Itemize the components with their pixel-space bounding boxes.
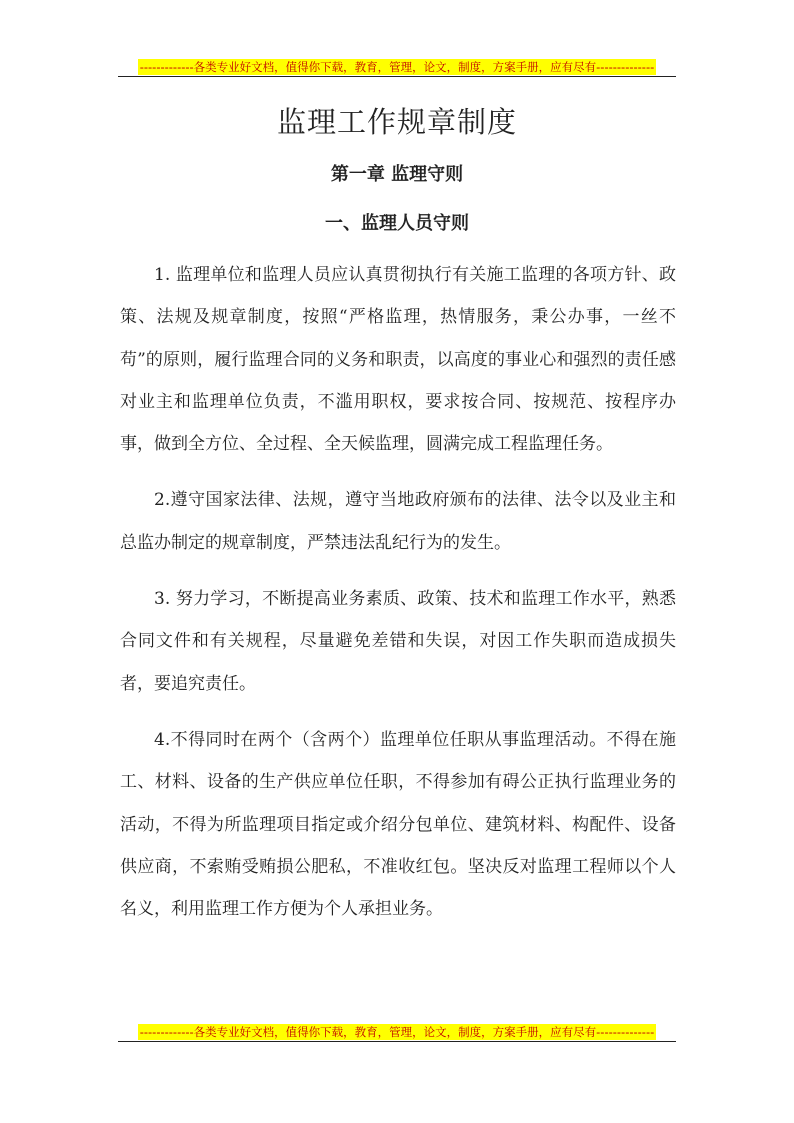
paragraph-3: 3. 努力学习，不断提高业务素质、政策、技术和监理工作水平，熟悉合同文件和有关规程，尽量避免差错和失误，对因工作失职而造成损失者，要追究责任。	[120, 589, 676, 694]
footer-banner-text: -------------各类专业好文档，值得你下载，教育，管理，论文，制度，方案手册，应有尽有--------------	[139, 1025, 655, 1039]
paragraph-1: 1. 监理单位和监理人员应认真贯彻执行有关施工监理的各项方针、政策、法规及规章制度，按照“严格监理，热情服务，秉公办事，一丝不苟”的原则，履行监理合同的义务和职责，以高度的事业心和强烈的责任感对业主和监理单位负责，不滥用职权，要求按合同、按规范、按程序办事，做到全方位、全过程、全天候监理，圆满完成工程监理任务。	[120, 265, 676, 455]
document-body	[120, 254, 676, 944]
footer-banner	[118, 1021, 676, 1042]
document-title: 监理工作规章制度	[276, 105, 517, 139]
header-banner-text: -------------各类专业好文档，值得你下载，教育，管理，论文，制度，方案手册，应有尽有--------------	[139, 60, 655, 74]
section-heading: 一、监理人员守则	[325, 213, 469, 234]
header-banner	[118, 56, 676, 77]
paragraph-2: 2.遵守国家法律、法规，遵守当地政府颁布的法律、法令以及业主和总监办制定的规章制度，严禁违法乱纪行为的发生。	[120, 490, 676, 553]
paragraph-4: 4.不得同时在两个（含两个）监理单位任职从事监理活动。不得在施工、材料、设备的生产供应单位任职，不得参加有碍公正执行监理业务的活动，不得为所监理项目指定或介绍分包单位、建筑材料、构配件、设备供应商，不索贿受贿损公肥私，不准收红包。坚决反对监理工程师以个人名义，利用监理工作方便为个人承担业务。	[120, 729, 676, 920]
footer-rule	[118, 1041, 676, 1042]
header-rule	[118, 76, 676, 77]
chapter-heading: 第一章 监理守则	[330, 164, 464, 185]
